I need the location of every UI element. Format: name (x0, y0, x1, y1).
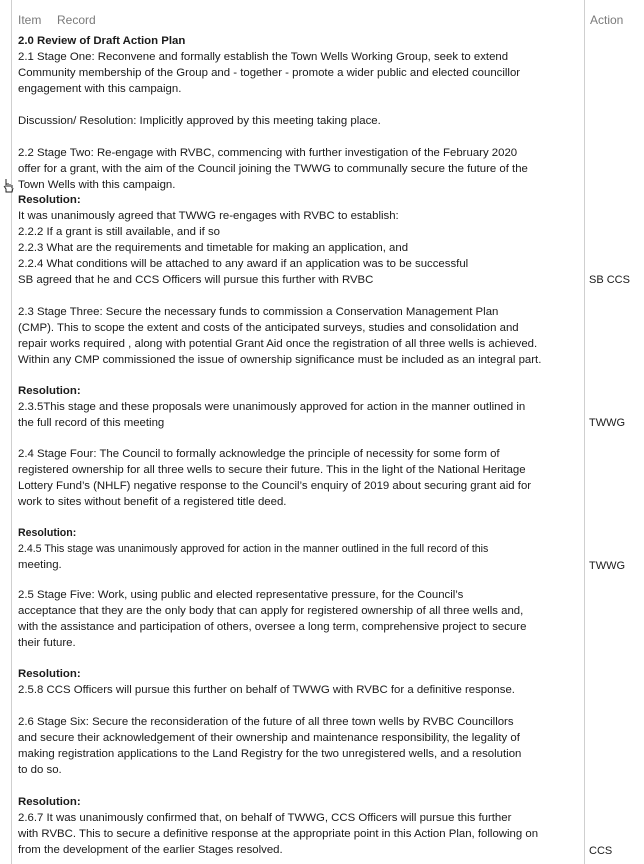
record-line: 2.4 Stage Four: The Council to formally acknowledge the principle of necessity for some form of (18, 448, 500, 460)
record-line: 2.2.3 What are the requirements and timetable for making an application, and (18, 242, 409, 254)
record-line: offer for a grant, with the aim of the Council joining the TWWG to communally secure the future of the (18, 163, 528, 175)
resolution-label: Resolution: (18, 194, 81, 206)
record-line: Lottery Fund’s (NHLF) negative response to the Council’s enquiry of 2019 about securing grant aid for (18, 480, 532, 492)
record-line: to do so. (18, 764, 62, 776)
record-line: engagement with this campaign. (18, 83, 182, 95)
record-line: 2.3 Stage Three: Secure the necessary funds to commission a Conservation Management Plan (18, 306, 499, 318)
record-line: meeting. (18, 559, 62, 571)
action-entry: CCS (589, 845, 613, 857)
item-column-header: Item (18, 13, 42, 27)
record-line: It was unanimously agreed that TWWG re-engages with RVBC to establish: (18, 210, 399, 222)
record-line: with RVBC. This to secure a definitive response at the appropriate point in this Action Plan, following on (18, 828, 539, 840)
resolution-label: Resolution: (18, 527, 77, 539)
left-table-border (11, 0, 12, 864)
record-line: 2.1 Stage One: Reconvene and formally establish the Town Wells Working Group, seek to extend (18, 51, 509, 63)
record-line: their future. (18, 637, 76, 649)
record-line: 2.2.2 If a grant is still available, and if so (18, 226, 220, 238)
record-line: repair works required , along with potential Grant Aid once the registration of all three wells is achieved. (18, 338, 538, 350)
hand-cursor-icon (2, 178, 14, 194)
record-line: registered ownership for all three wells to secure their future. This in the light of the National Heritage (18, 464, 526, 476)
record-line: 2.4.5 This stage was unanimously approved for action in the manner outlined in the full record of this (18, 543, 489, 555)
section-heading: 2.0 Review of Draft Action Plan (18, 35, 186, 47)
record-line: acceptance that they are the only body that can apply for registered ownership of all three wells and, (18, 605, 524, 617)
record-line: SB agreed that he and CCS Officers will pursue this further with RVBC (18, 274, 374, 286)
record-line: 2.5 Stage Five: Work, using public and elected representative pressure, for the Council’s (18, 589, 464, 601)
action-column-border (584, 0, 585, 864)
record-line: from the development of the earlier Stages resolved. (18, 844, 283, 856)
record-line: Discussion/ Resolution: Implicitly approved by this meeting taking place. (18, 115, 381, 127)
record-line: the full record of this meeting (18, 417, 165, 429)
record-column-header: Record (57, 13, 96, 27)
resolution-label: Resolution: (18, 385, 81, 397)
record-line: Within any CMP commissioned the issue of ownership significance must be included as an integral part. (18, 354, 542, 366)
action-entry: TWWG (589, 560, 626, 572)
record-line: with the assistance and participation of others, oversee a long term, comprehensive project to secure (18, 621, 527, 633)
resolution-label: Resolution: (18, 668, 81, 680)
record-line: Town Wells with this campaign. (18, 179, 176, 191)
record-line: 2.5.8 CCS Officers will pursue this further on behalf of TWWG with RVBC for a definitive response. (18, 684, 515, 696)
action-entry: TWWG (589, 417, 626, 429)
record-line: work to sites without benefit of a registered title deed. (18, 496, 287, 508)
record-line: Community membership of the Group and - together - promote a wider public and elected councillor (18, 67, 521, 79)
record-line: 2.2 Stage Two: Re-engage with RVBC, commencing with further investigation of the February 2020 (18, 147, 518, 159)
record-line: and secure their acknowledgement of their ownership and maintenance responsibility, the legality of (18, 732, 520, 744)
record-line: (CMP). This to scope the extent and costs of the anticipated surveys, studies and consolidation and (18, 322, 519, 334)
action-entry: SB CCS (589, 274, 630, 286)
record-line: 2.2.4 What conditions will be attached to any award if an application was to be successful (18, 258, 469, 270)
record-line: making registration applications to the Land Registry for the two unregistered wells, and a resolution (18, 748, 522, 760)
resolution-label: Resolution: (18, 796, 81, 808)
record-line: 2.3.5This stage and these proposals were unanimously approved for action in the manner outlined in (18, 401, 526, 413)
action-column-header: Action (590, 13, 624, 27)
record-line: 2.6.7 It was unanimously confirmed that, on behalf of TWWG, CCS Officers will pursue this further (18, 812, 512, 824)
record-line: 2.6 Stage Six: Secure the reconsideration of the future of all three town wells by RVBC Councillors (18, 716, 514, 728)
